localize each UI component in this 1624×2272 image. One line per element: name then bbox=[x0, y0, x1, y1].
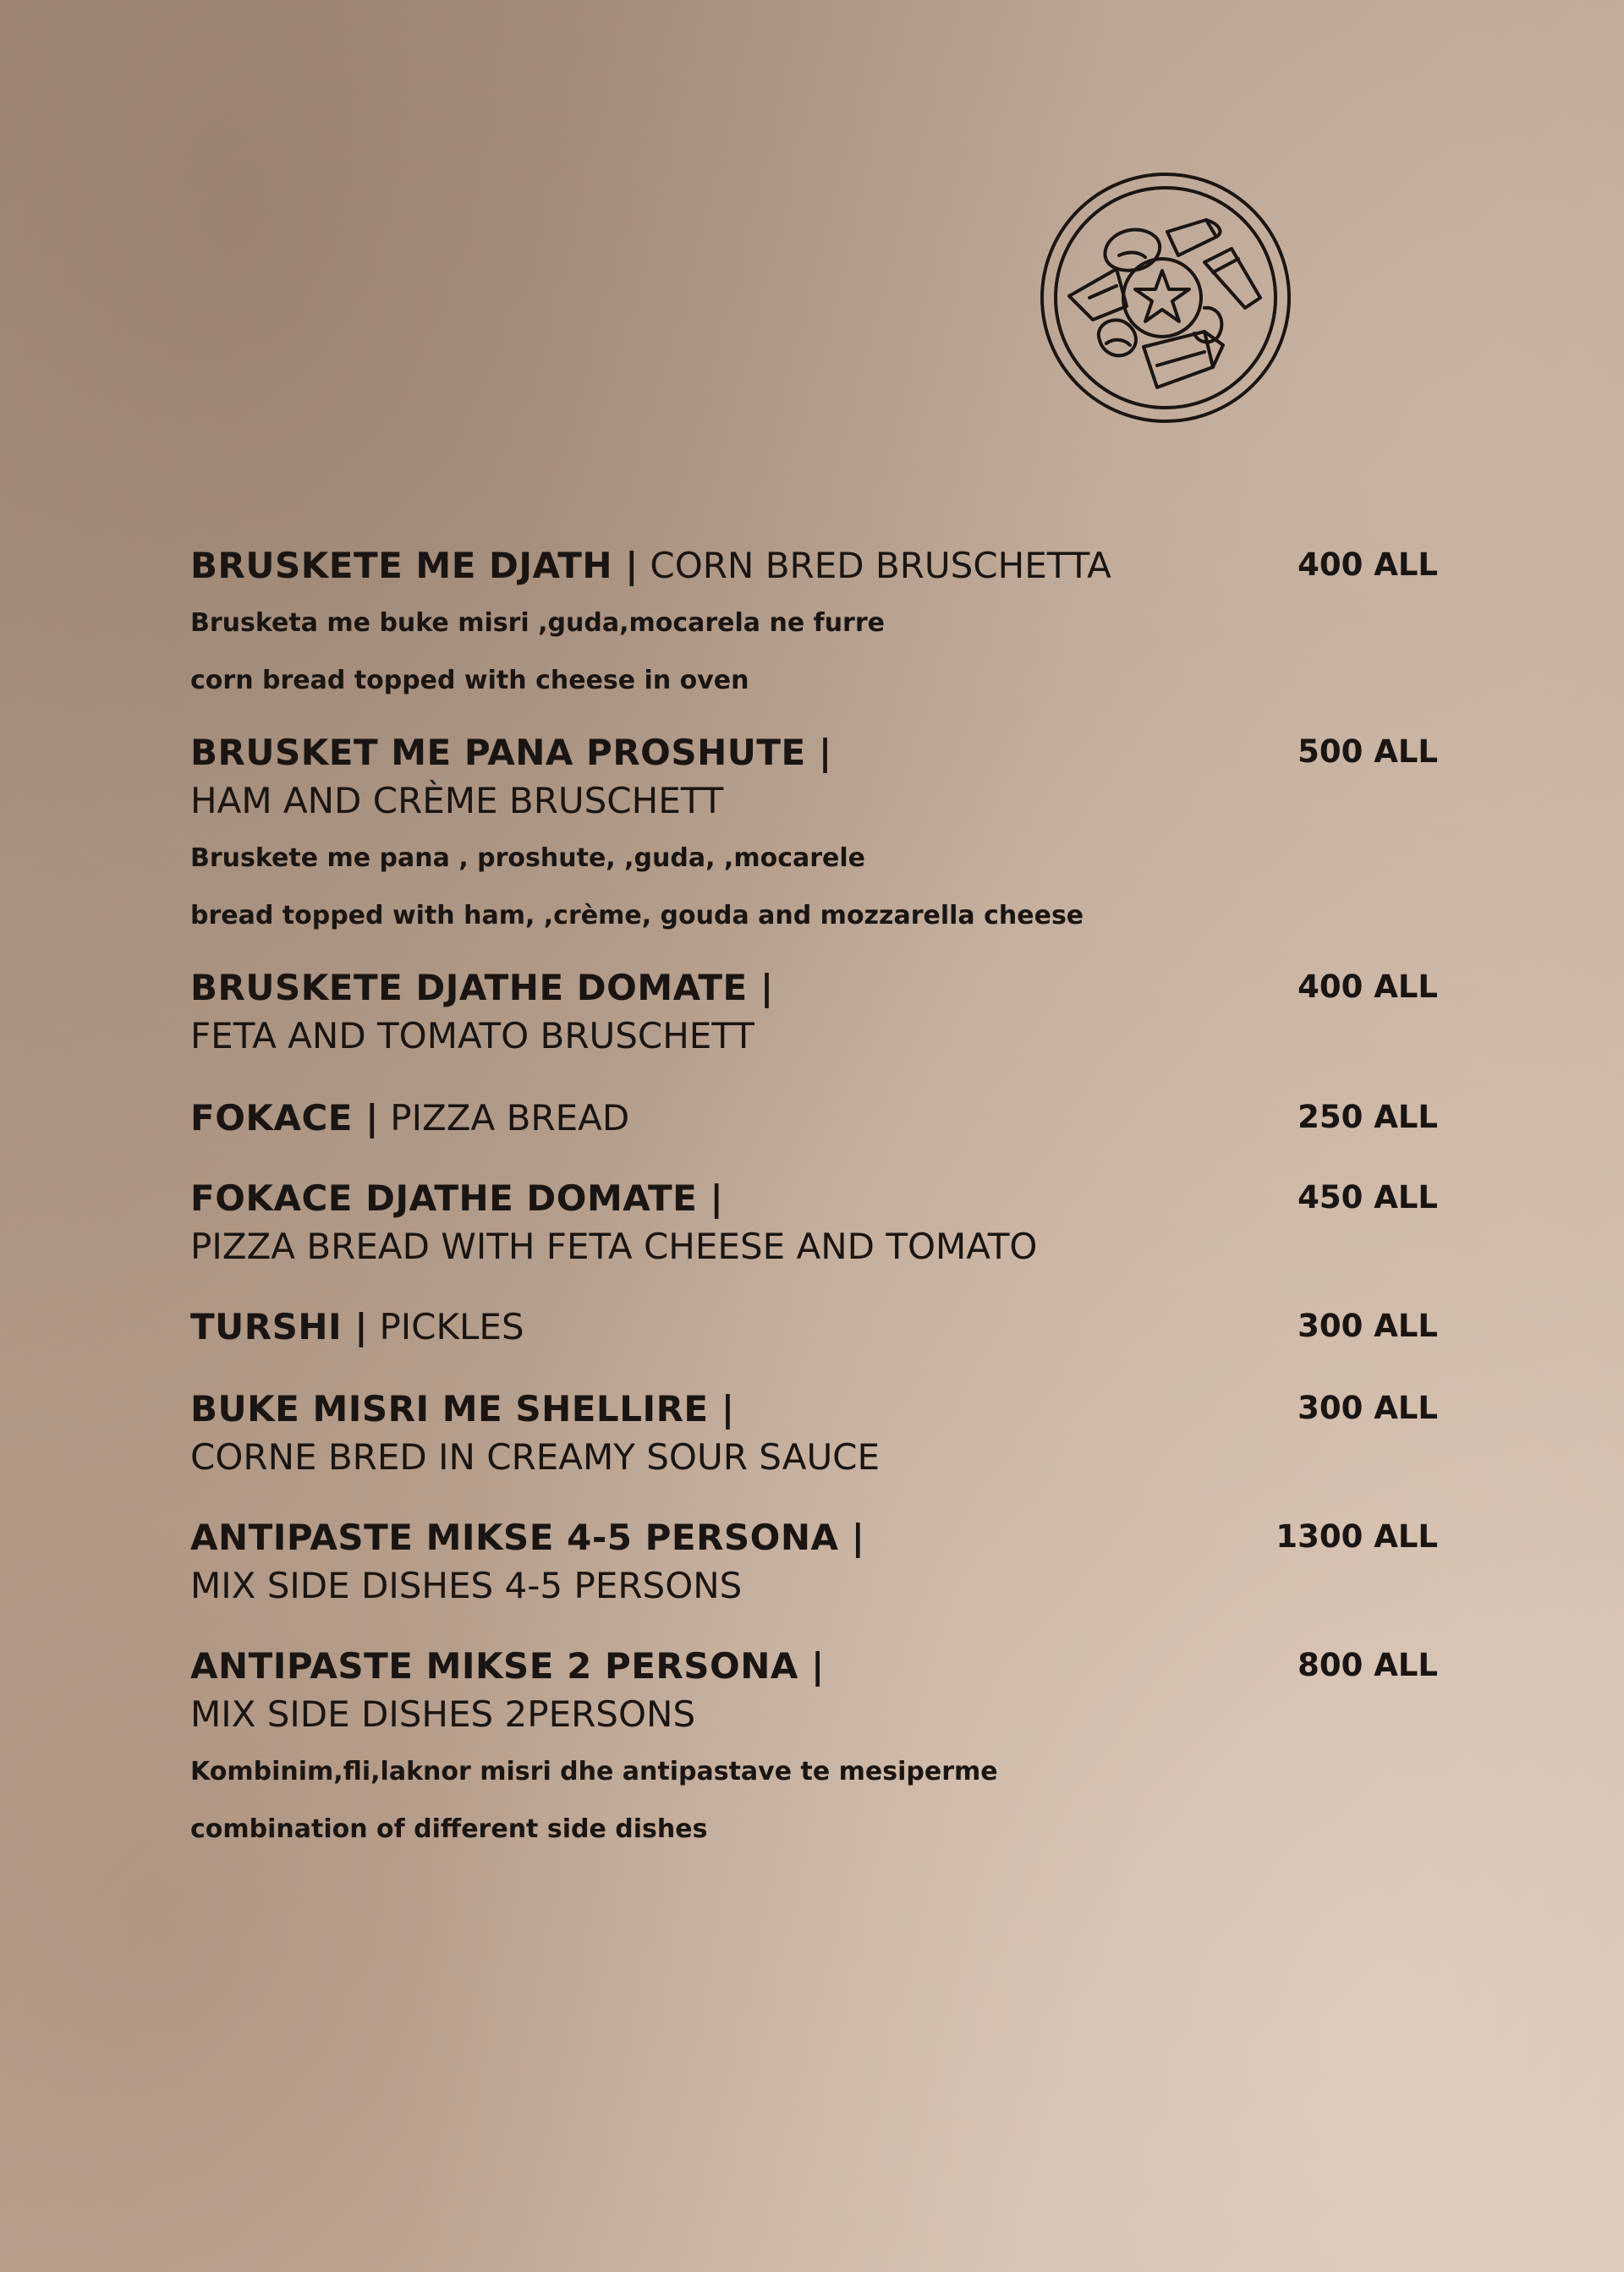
item-title bbox=[190, 1174, 1243, 1270]
item-english-name: HAM AND CRÈME BRUSCHETT bbox=[190, 780, 724, 821]
item-price: 400 ALL bbox=[1298, 969, 1438, 1005]
item-price: 500 ALL bbox=[1298, 733, 1438, 770]
item-price: 250 ALL bbox=[1298, 1099, 1438, 1135]
item-description-en: combination of different side dishes bbox=[190, 1814, 708, 1844]
item-name: FOKACE | bbox=[190, 1097, 379, 1139]
item-title bbox=[190, 1642, 1243, 1738]
item-price: 300 ALL bbox=[1298, 1308, 1438, 1344]
item-description-sq: Bruskete me pana , proshute, ,guda, ,mocarele bbox=[190, 843, 865, 873]
item-english-name: PIZZA BREAD WITH FETA CHEESE AND TOMATO bbox=[190, 1226, 1038, 1267]
item-price: 400 ALL bbox=[1298, 546, 1438, 583]
item-name: BRUSKETE ME DJATH | bbox=[190, 545, 639, 586]
item-name: TURSHI | bbox=[190, 1306, 369, 1347]
item-name: ANTIPASTE MIKSE 2 PERSONA | bbox=[190, 1645, 825, 1687]
item-name: BRUSKETE DJATHE DOMATE | bbox=[190, 967, 774, 1008]
menu-item bbox=[190, 728, 1438, 931]
item-english-name: MIX SIDE DISHES 2PERSONS bbox=[190, 1693, 696, 1735]
item-title bbox=[190, 541, 1243, 590]
item-english-name: MIX SIDE DISHES 4-5 PERSONS bbox=[190, 1565, 743, 1606]
menu-item bbox=[190, 963, 1438, 1060]
item-english-name: PICKLES bbox=[368, 1306, 524, 1347]
menu-item bbox=[190, 541, 1438, 696]
item-english-name: CORN BRED BRUSCHETTA bbox=[639, 545, 1111, 586]
item-description-sq: Brusketa me buke misri ,guda,mocarela ne furre bbox=[190, 608, 885, 638]
item-name: BUKE MISRI ME SHELLIRE | bbox=[190, 1388, 735, 1430]
menu-list bbox=[190, 541, 1438, 1845]
menu-item bbox=[190, 1513, 1438, 1610]
item-name: BRUSKET ME PANA PROSHUTE | bbox=[190, 732, 832, 773]
menu-item bbox=[190, 1094, 1438, 1142]
item-description-sq: Kombinim,fli,laknor misri dhe antipastave te mesiperme bbox=[190, 1757, 998, 1786]
item-price: 1300 ALL bbox=[1276, 1518, 1438, 1555]
item-title bbox=[190, 1094, 1243, 1142]
item-english-name: PIZZA BREAD bbox=[378, 1097, 630, 1139]
item-description-en: corn bread topped with cheese in oven bbox=[190, 666, 749, 695]
item-price: 450 ALL bbox=[1298, 1179, 1438, 1216]
item-title bbox=[190, 1513, 1243, 1610]
item-price: 800 ALL bbox=[1298, 1647, 1438, 1683]
item-title bbox=[190, 1303, 1243, 1351]
bread-plate-icon bbox=[1039, 171, 1292, 425]
item-title bbox=[190, 728, 1243, 825]
item-english-name: FETA AND TOMATO BRUSCHETT bbox=[190, 1015, 754, 1056]
item-title bbox=[190, 1385, 1243, 1481]
menu-item bbox=[190, 1642, 1438, 1845]
item-name: ANTIPASTE MIKSE 4-5 PERSONA | bbox=[190, 1517, 865, 1558]
menu-item bbox=[190, 1303, 1438, 1351]
menu-item bbox=[190, 1385, 1438, 1481]
item-price: 300 ALL bbox=[1298, 1390, 1438, 1426]
item-name: FOKACE DJATHE DOMATE | bbox=[190, 1177, 724, 1219]
item-title bbox=[190, 963, 1243, 1060]
item-english-name: CORNE BRED IN CREAMY SOUR SAUCE bbox=[190, 1436, 881, 1478]
menu-item bbox=[190, 1174, 1438, 1270]
item-description-en: bread topped with ham, ,crème, gouda and mozzarella cheese bbox=[190, 901, 1084, 930]
